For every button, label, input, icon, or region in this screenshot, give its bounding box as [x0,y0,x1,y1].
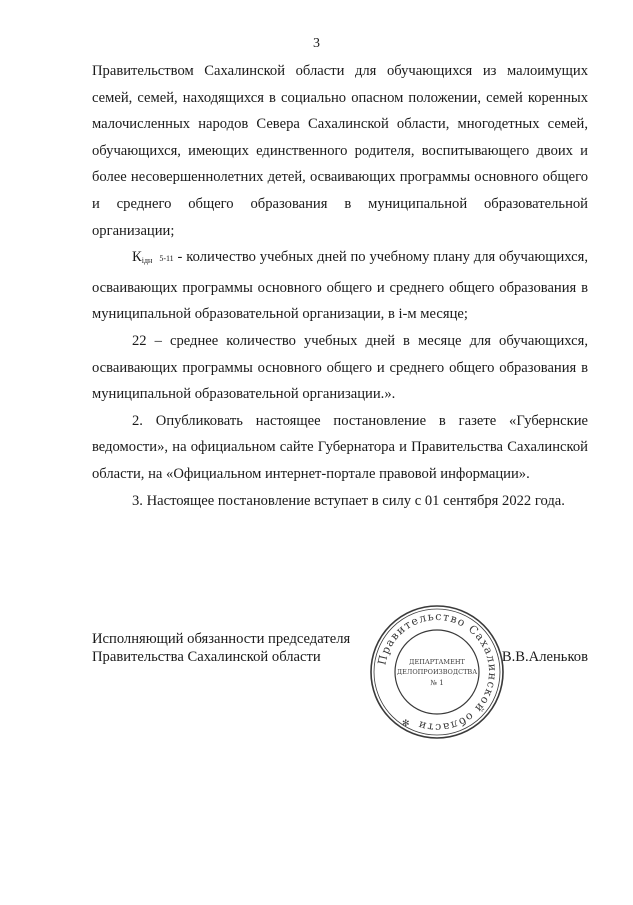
document-body [92,58,588,514]
variable-symbol: К [132,249,142,266]
official-seal [367,602,507,742]
signature-block [92,609,588,760]
paragraph-2-text: - количество учебных дней по учебному плану для обучающихся, осваивающих программы основного общего и среднего общего образования в муниципальной образовательной организации, в i-м месяце; [92,249,588,323]
formula-variable [132,249,174,265]
seal-center-line-1: ДЕПАРТАМЕНТ [409,658,465,666]
seal-center-line-3: № 1 [430,679,444,687]
variable-subscript: iдн [141,256,153,266]
signatory-title-line-2: Правительства Сахалинской области [92,649,321,665]
signatory-name: В.В.Аленьков [501,649,588,665]
page-number: 3 [313,36,320,51]
signatory-title-line-1: Исполняющий обязанности председателя [92,631,351,647]
seal-center-line-2: ДЕЛОПРОИЗВОДСТВА [396,668,478,676]
signatory-title [92,630,382,666]
paragraph-3: 22 – среднее количество учебных дней в месяце для обучающихся, осваивающих программы основного общего и среднего общего образования в муниципальной образовательной организации.». [92,332,588,403]
paragraph-2 [92,244,588,328]
seal-graphic [367,602,507,742]
paragraph-5: 3. Настоящее постановление вступает в силу с 01 сентября 2022 года. [132,492,565,509]
paragraph-4: 2. Опубликовать настоящее постановление в газете «Губернские ведомости», на официальном сайте Губернатора и Правительства Сахалинской области, на «Официальном интернет-портале правовой информации». [92,412,588,482]
svg-text:✻: ✻ [402,719,410,729]
paragraph-1: Правительством Сахалинской области для обучающихся из малоимущих семей, семей, находящихся в социально опасном положении, семей коренных малочисленных народов Севера Сахалинской области, многодетных семей, обучающихся, имеющих единственного родителя, воспитывающего двоих и более несовершеннолетних детей, осваивающих программы основного общего и среднего общего образования в муниципальной образовательной организации; [92,63,588,239]
variable-range: 5-11 [159,254,174,264]
seal-ring-text: Правительство Сахалинской области [375,609,500,735]
